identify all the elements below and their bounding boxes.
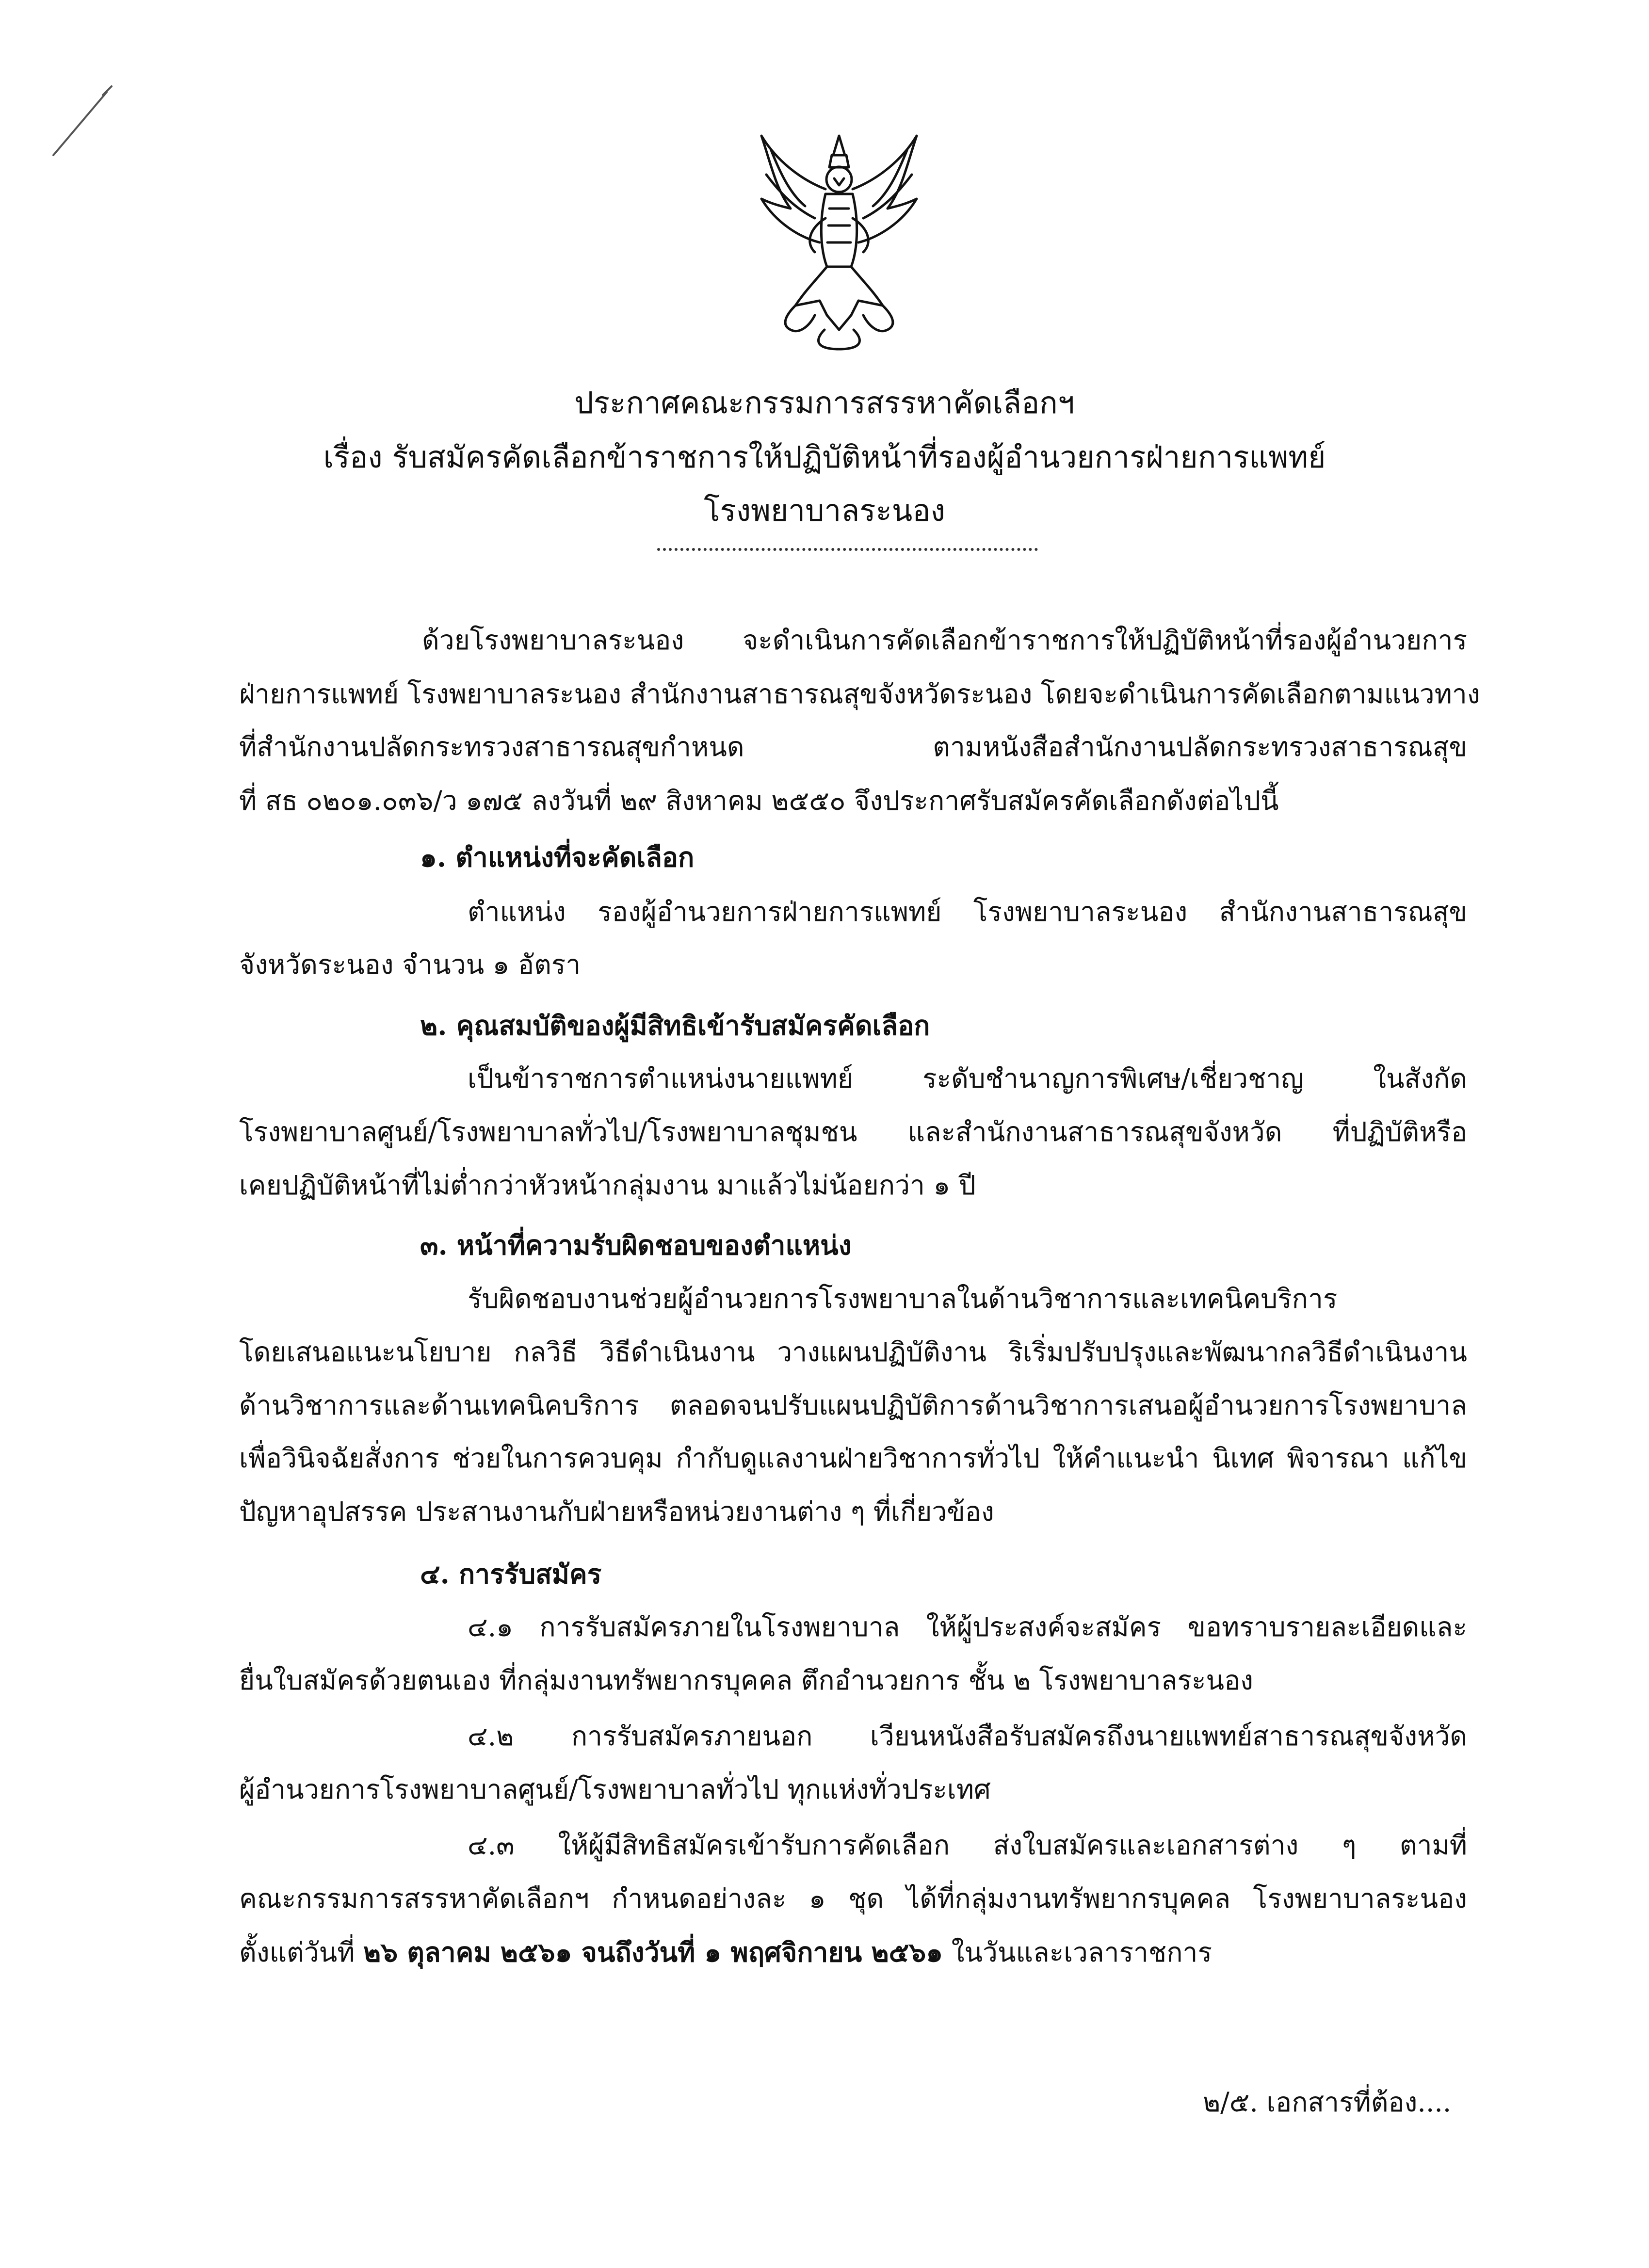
announcement-title: ประกาศคณะกรรมการสรรหาคัดเลือกฯ bbox=[574, 385, 1075, 420]
pen-mark bbox=[48, 82, 116, 160]
intro-line: ฝ่ายการแพทย์ โรงพยาบาลระนอง สำนักงานสาธารณสุขจังหวัดระนอง โดยจะดำเนินการคัดเลือกตามแนวทาง bbox=[239, 678, 1480, 709]
section-line: เป็นข้าราชการตำแหน่งนายแพทย์ ระดับชำนาญการพิเศษ/เชี่ยวชาญ ในสังกัด bbox=[468, 1063, 1467, 1094]
section-line: เคยปฏิบัติหน้าที่ไม่ต่ำกว่าหัวหน้ากลุ่มงาน มาแล้วไม่น้อยกว่า ๑ ปี bbox=[239, 1170, 976, 1201]
section-heading: ๑. ตำแหน่งที่จะคัดเลือก bbox=[420, 841, 695, 873]
page-continuation: ๒/๕. เอกสารที่ต้อง.... bbox=[1203, 2087, 1452, 2118]
section-heading: ๔. การรับสมัคร bbox=[420, 1558, 602, 1590]
intro-line: ที่สำนักงานปลัดกระทรวงสาธารณสุขกำหนด ตามหนังสือสำนักงานปลัดกระทรวงสาธารณสุข bbox=[239, 731, 1467, 762]
section-line: รับผิดชอบงานช่วยผู้อำนวยการโรงพยาบาลในด้านวิชาการและเทคนิคบริการ bbox=[468, 1283, 1338, 1314]
announcement-subject: เรื่อง รับสมัครคัดเลือกข้าราชการให้ปฏิบัติหน้าที่รองผู้อำนวยการฝ่ายการแพทย์ bbox=[323, 439, 1326, 475]
dates-suffix: ในวันและเวลาราชการ bbox=[943, 1937, 1212, 1968]
section-line: เพื่อวินิจฉัยสั่งการ ช่วยในการควบคุม กำกับดูแลงานฝ่ายวิชาการทั่วไป ให้คำแนะนำ นิเทศ พิจารณา แก้ไข bbox=[239, 1443, 1467, 1474]
dates-prefix: ตั้งแต่วันที่ bbox=[239, 1937, 363, 1968]
section-line: ยื่นใบสมัครด้วยตนเอง ที่กลุ่มงานทรัพยากรบุคคล ตึกอำนวยการ ชั้น ๒ โรงพยาบาลระนอง bbox=[239, 1665, 1253, 1696]
section-line: ๔.๒ การรับสมัครภายนอก เวียนหนังสือรับสมัครถึงนายแพทย์สาธารณสุขจังหวัด bbox=[468, 1721, 1467, 1752]
section-line: จังหวัดระนอง จำนวน ๑ อัตรา bbox=[239, 949, 581, 980]
section-line-dates bbox=[239, 1936, 1212, 1968]
intro-line: ด้วยโรงพยาบาลระนอง จะดำเนินการคัดเลือกข้าราชการให้ปฏิบัติหน้าที่รองผู้อำนวยการ bbox=[422, 625, 1467, 656]
section-line: โดยเสนอแนะนโยบาย กลวิธี วิธีดำเนินงาน วางแผนปฏิบัติงาน ริเริ่มปรับปรุงและพัฒนากลวิธีดำเนินงาน bbox=[239, 1336, 1467, 1367]
section-line: โรงพยาบาลศูนย์/โรงพยาบาลทั่วไป/โรงพยาบาลชุมชน และสำนักงานสาธารณสุขจังหวัด ที่ปฏิบัติหรือ bbox=[239, 1116, 1467, 1147]
section-heading: ๓. หน้าที่ความรับผิดชอบของตำแหน่ง bbox=[420, 1229, 852, 1261]
section-heading: ๒. คุณสมบัติของผู้มีสิทธิเข้ารับสมัครคัดเลือก bbox=[420, 1010, 930, 1041]
section-line: ๔.๑ การรับสมัครภายในโรงพยาบาล ให้ผู้ประสงค์จะสมัคร ขอทราบรายละเอียดและ bbox=[468, 1611, 1467, 1642]
intro-line: ที่ สธ ๐๒๐๑.๐๓๖/ว ๑๗๕ ลงวันที่ ๒๙ สิงหาคม ๒๕๕๐ จึงประกาศรับสมัครคัดเลือกดังต่อไปนี้ bbox=[239, 785, 1279, 816]
section-line: ปัญหาอุปสรรค ประสานงานกับฝ่ายหรือหน่วยงานต่าง ๆ ที่เกี่ยวข้อง bbox=[239, 1496, 994, 1527]
section-line: ๔.๓ ให้ผู้มีสิทธิสมัครเข้ารับการคัดเลือก ส่งใบสมัครและเอกสารต่าง ๆ ตามที่ bbox=[468, 1830, 1467, 1861]
section-line: ผู้อำนวยการโรงพยาบาลศูนย์/โรงพยาบาลทั่วไป ทุกแห่งทั่วประเทศ bbox=[239, 1774, 991, 1805]
section-line: ตำแหน่ง รองผู้อำนวยการฝ่ายการแพทย์ โรงพยาบาลระนอง สำนักงานสาธารณสุข bbox=[468, 896, 1467, 927]
garuda-emblem-icon bbox=[742, 121, 936, 354]
dates-range: ๒๖ ตุลาคม ๒๕๖๑ จนถึงวันที่ ๑ พฤศจิกายน ๒๕๖๑ bbox=[363, 1936, 943, 1968]
dotted-divider bbox=[657, 548, 1038, 551]
announcement-hospital: โรงพยาบาลระนอง bbox=[704, 493, 945, 528]
section-line: คณะกรรมการสรรหาคัดเลือกฯ กำหนดอย่างละ ๑ ชุด ได้ที่กลุ่มงานทรัพยากรบุคคล โรงพยาบาลระนอง bbox=[239, 1883, 1467, 1914]
section-line: ด้านวิชาการและด้านเทคนิคบริการ ตลอดจนปรับแผนปฏิบัติการด้านวิชาการเสนอผู้อำนวยการโรงพยาบาล bbox=[239, 1390, 1467, 1421]
